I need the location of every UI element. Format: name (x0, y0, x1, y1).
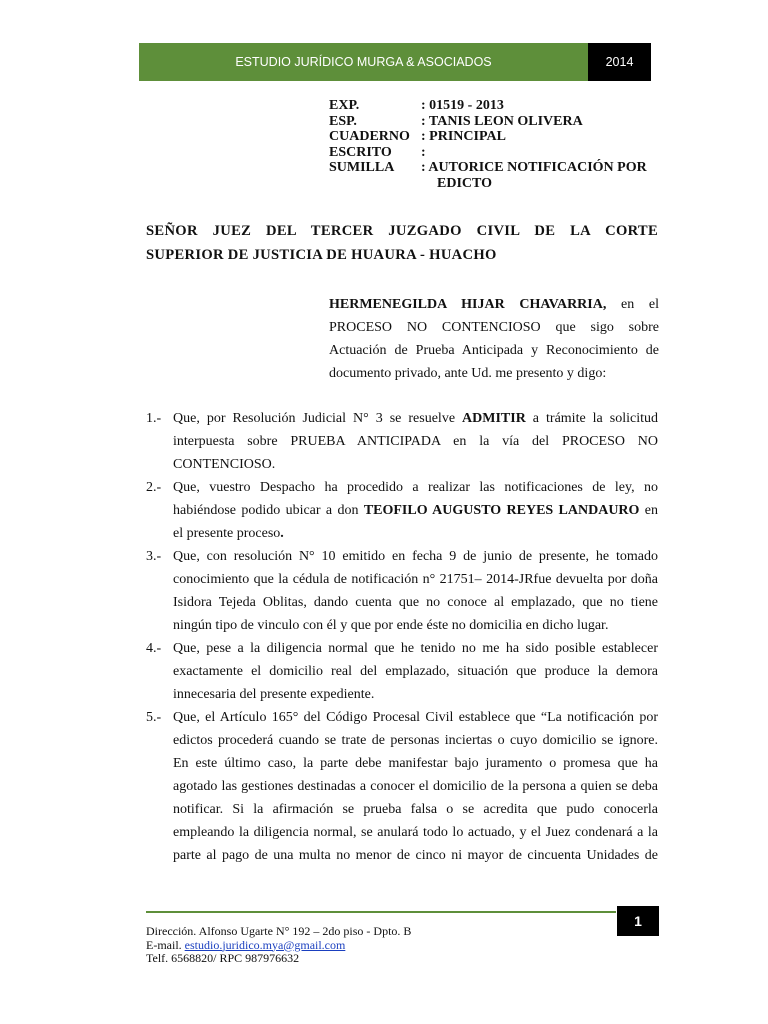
item-number: 4.- (146, 641, 162, 656)
item-line: CONTENCIOSO. (173, 457, 276, 472)
footer-phone: Telf. 6568820/ RPC 987976632 (146, 951, 300, 965)
case-row-esp (329, 114, 659, 130)
case-label: EXP. (329, 98, 360, 113)
list-item (146, 476, 658, 545)
intro-line: PROCESO NO CONTENCIOSO que sigo sobre (329, 320, 659, 335)
footer-address: Dirección. Alfonso Ugarte N° 192 – 2do piso - Dpto. B (146, 924, 412, 938)
item-line: ningún tipo de vinculo con él y que por ende éste no domicilia en dicho lugar. (173, 618, 609, 633)
case-value: : TANIS LEON OLIVERA (421, 113, 583, 129)
item-line: Isidora Tejeda Oblitas, dando cuenta que no conoce al emplazado, que no tiene (173, 595, 658, 610)
case-info (329, 98, 659, 191)
intro-paragraph (329, 293, 659, 385)
item-text: el presente proceso (173, 526, 281, 541)
firm-name: ESTUDIO JURÍDICO MURGA & ASOCIADOS (139, 43, 588, 81)
addressee-heading (146, 219, 658, 267)
item-number: 2.- (146, 480, 162, 495)
item-body (173, 545, 658, 637)
item-number: 1.- (146, 411, 162, 426)
page-header (139, 43, 651, 81)
item-emphasis: . (280, 526, 284, 541)
item-text: en (639, 503, 659, 518)
case-row-sumilla (329, 160, 659, 176)
item-text: Que, por Resolución Judicial N° 3 se resuelve (173, 411, 463, 426)
list-item (146, 706, 658, 867)
item-line: En este último caso, la parte debe manifestar bajo juramento o promesa que ha (173, 756, 658, 771)
item-line (173, 407, 658, 430)
list-item (146, 545, 658, 637)
item-text: a trámite la solicitud (525, 411, 658, 426)
list-item (146, 407, 658, 476)
item-body (173, 407, 658, 476)
petitioner-name: HERMENEGILDA HIJAR CHAVARRIA, (329, 297, 607, 312)
item-line: interpuesta sobre PRUEBA ANTICIPADA en la vía del PROCESO NO (173, 434, 658, 449)
item-line: innecesaria del presente expediente. (173, 687, 375, 702)
email-link[interactable]: estudio.juridico.mya@gmail.com (184, 937, 346, 952)
footer-email-line (146, 939, 566, 953)
item-line: edictos procederá cuando se trate de personas inciertas o cuyo domicilio se ignore. (173, 733, 658, 748)
page-footer (146, 925, 566, 966)
intro-line: documento privado, ante Ud. me presento y digo: (329, 366, 607, 381)
item-number: 3.- (146, 549, 162, 564)
item-body (173, 637, 658, 706)
email-label: E-mail. (146, 937, 185, 952)
item-line: notificar. Si la afirmación se prueba falsa o se acredita que pudo conocerla (173, 802, 658, 817)
item-number: 5.- (146, 710, 162, 725)
list-item (146, 637, 658, 706)
case-row-escrito (329, 145, 659, 161)
item-line: Que, vuestro Despacho ha procedido a realizar las notificaciones de ley, no (173, 480, 658, 495)
item-line: conocimiento que la cédula de notificación n° 21751– 2014-JRfue devuelta por doña (173, 572, 658, 587)
item-line: parte al pago de una multa no menor de cinco ni mayor de cincuenta Unidades de (173, 848, 658, 863)
item-line: empleando la diligencia normal, se anulará todo lo actuado, y el Juez condenará a la (173, 825, 658, 840)
case-value: : (421, 144, 426, 160)
item-line: agotado las gestiones destinadas a conocer el domicilio de la persona a quien se deba (173, 779, 658, 794)
sumilla-continuation: EDICTO (437, 175, 492, 191)
case-label: CUADERNO (329, 129, 410, 144)
item-line: Que, pese a la diligencia normal que he tenido no me ha sido posible establecer (173, 641, 658, 656)
footer-divider (146, 911, 616, 913)
addressee-line: SEÑOR JUEZ DEL TERCER JUZGADO CIVIL DE LA CORTE (146, 223, 658, 239)
case-label: ESP. (329, 113, 357, 129)
item-text: habiéndose podido ubicar a don (173, 503, 364, 518)
item-body (173, 476, 658, 545)
case-label: ESCRITO (329, 144, 392, 160)
intro-text: en el (606, 297, 659, 312)
item-body (173, 706, 658, 867)
case-row-cuaderno (329, 129, 659, 145)
item-line: Que, el Artículo 165° del Código Procesal Civil establece que “La notificación por (173, 710, 658, 725)
item-line: exactamente el domicilio real del emplazado, situación que produce la demora (173, 664, 658, 679)
item-line (173, 499, 658, 522)
page-number: 1 (617, 906, 659, 936)
addressee-line: SUPERIOR DE JUSTICIA DE HUAURA - HUACHO (146, 247, 497, 263)
item-emphasis: ADMITIR (462, 411, 526, 426)
case-value: : 01519 - 2013 (421, 98, 504, 113)
item-emphasis: TEOFILO AUGUSTO REYES LANDAURO (363, 503, 640, 518)
intro-line: Actuación de Prueba Anticipada y Reconocimiento de (329, 343, 659, 358)
numbered-list (146, 407, 658, 867)
intro-line (329, 293, 659, 316)
case-label: SUMILLA (329, 160, 395, 175)
item-line (173, 522, 658, 545)
case-value: : PRINCIPAL (421, 129, 506, 144)
case-value: : AUTORICE NOTIFICACIÓN POR (421, 160, 647, 175)
header-year: 2014 (588, 43, 651, 81)
item-line: Que, con resolución N° 10 emitido en fecha 9 de junio de presente, he tomado (173, 549, 658, 564)
case-row-exp (329, 98, 659, 114)
